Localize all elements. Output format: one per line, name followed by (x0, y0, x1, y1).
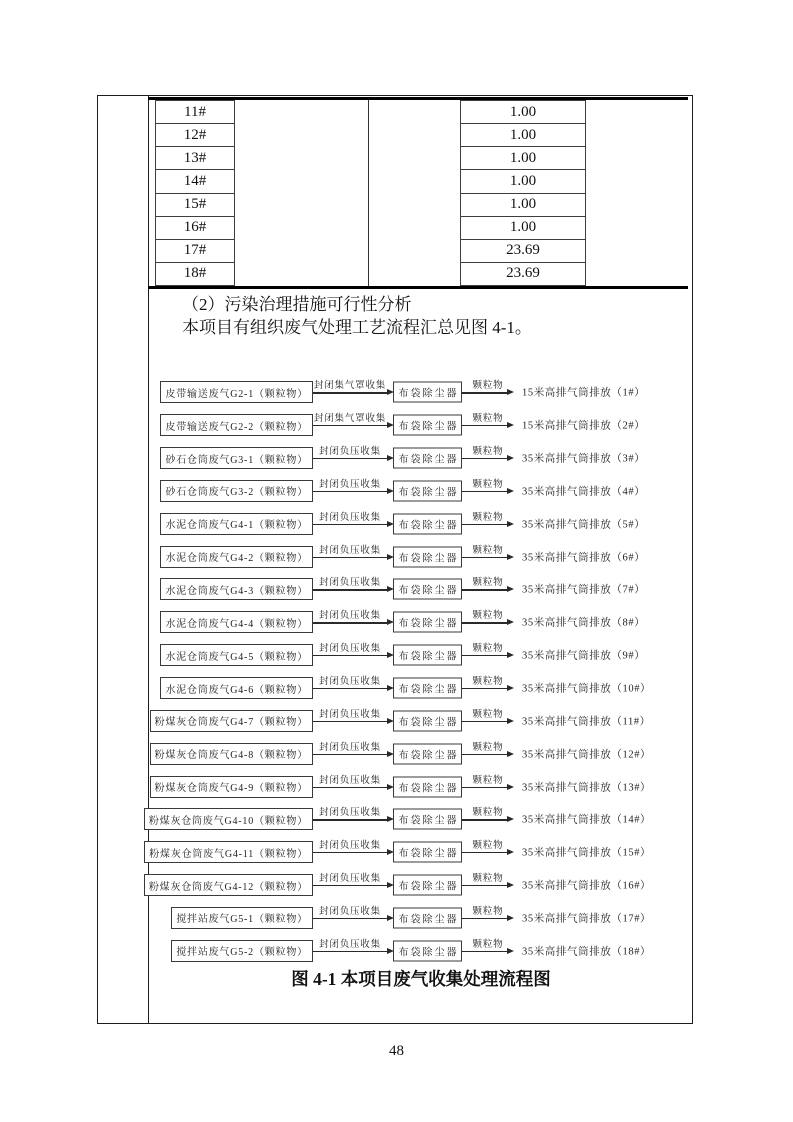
collect-method-label: 封闭负压收集 (319, 808, 381, 819)
flow-row (148, 507, 694, 540)
dust-collector-box: 布袋除尘器 (393, 776, 462, 797)
outlet-text: 35米高排气筒排放（8#） (522, 617, 646, 629)
table-column-divider (368, 100, 369, 286)
paragraph-line-2: 本项目有组织废气处理工艺流程汇总见图 4-1。 (182, 317, 532, 337)
source-box: 水泥仓筒废气G4-2（颗粒物） (160, 546, 313, 568)
dust-collector-box: 布袋除尘器 (393, 546, 462, 567)
flow-arrow-line (313, 951, 387, 952)
flow-row (148, 770, 694, 803)
source-box: 粉煤灰仓筒废气G4-7（颗粒物） (150, 710, 313, 732)
collect-method-label: 封闭负压收集 (319, 775, 381, 786)
flow-arrow-line (462, 918, 507, 919)
outlet-text: 35米高排气筒排放（7#） (522, 584, 646, 596)
flow-arrow-line (462, 524, 507, 525)
collect-method-label: 封闭负压收集 (319, 644, 381, 655)
flow-arrow-line (462, 622, 507, 623)
source-box: 水泥仓筒废气G4-6（颗粒物） (160, 677, 313, 699)
outlet-text: 35米高排气筒排放（12#） (522, 749, 652, 761)
pollutant-label: 颗粒物 (472, 841, 504, 852)
flow-row (148, 573, 694, 606)
flow-row (148, 704, 694, 737)
flow-arrow-head-icon (507, 915, 514, 921)
collect-method-label: 封闭负压收集 (319, 841, 381, 852)
flow-arrow-line (462, 491, 507, 492)
dust-collector-box: 布袋除尘器 (393, 645, 462, 666)
collect-method-label: 封闭负压收集 (319, 709, 381, 720)
pollutant-label: 颗粒物 (472, 775, 504, 786)
outlet-text: 35米高排气筒排放（17#） (522, 913, 652, 925)
flow-arrow-head-icon (507, 586, 514, 592)
source-box: 砂石仓筒废气G3-1（颗粒物） (160, 447, 313, 469)
dust-collector-box: 布袋除尘器 (393, 743, 462, 764)
flow-arrow-head-icon (507, 948, 514, 954)
flow-arrow-head-icon (507, 652, 514, 658)
flow-arrow-head-icon (507, 389, 514, 395)
table-row-label: 14# (155, 169, 235, 193)
table-row-label: 18# (155, 262, 235, 286)
flow-arrow-line (313, 557, 387, 558)
dust-collector-box: 布袋除尘器 (393, 480, 462, 501)
page-content (148, 95, 694, 1024)
outlet-text: 35米高排气筒排放（9#） (522, 650, 646, 662)
collect-method-label: 封闭负压收集 (319, 578, 381, 589)
flow-arrow-line (313, 787, 387, 788)
table-row-label: 17# (155, 239, 235, 263)
flow-row (148, 672, 694, 705)
table-row-value: 1.00 (460, 123, 586, 147)
flow-arrow-line (313, 425, 387, 426)
flow-arrow-line (462, 392, 507, 393)
source-box: 搅拌站废气G5-2（颗粒物） (171, 940, 313, 962)
source-box: 粉煤灰仓筒废气G4-11（颗粒物） (144, 841, 313, 863)
table-row-value: 1.00 (460, 193, 586, 217)
flow-arrow-line (313, 918, 387, 919)
flow-arrow-line (313, 819, 387, 820)
flow-arrow-line (462, 425, 507, 426)
pollutant-label: 颗粒物 (472, 414, 504, 425)
body-paragraph (148, 294, 694, 339)
table-row-value: 1.00 (460, 146, 586, 170)
outlet-text: 35米高排气筒排放（5#） (522, 519, 646, 531)
outlet-text: 35米高排气筒排放（6#） (522, 552, 646, 564)
dust-collector-box: 布袋除尘器 (393, 415, 462, 436)
figure-caption: 图 4-1 本项目废气收集处理流程图 (291, 969, 551, 989)
flow-arrow-line (313, 392, 387, 393)
flow-arrow-head-icon (507, 751, 514, 757)
dust-collector-box: 布袋除尘器 (393, 907, 462, 928)
summary-value-column (460, 100, 586, 286)
table-row-value: 1.00 (460, 100, 586, 124)
source-box: 水泥仓筒废气G4-1（颗粒物） (160, 513, 313, 535)
source-box: 水泥仓筒废气G4-4（颗粒物） (160, 611, 313, 633)
source-box: 水泥仓筒废气G4-5（颗粒物） (160, 644, 313, 666)
outlet-text: 15米高排气筒排放（1#） (522, 387, 646, 399)
outlet-text: 35米高排气筒排放（3#） (522, 453, 646, 465)
table-row-value: 23.69 (460, 262, 586, 286)
pollutant-label: 颗粒物 (472, 512, 504, 523)
dust-collector-box: 布袋除尘器 (393, 678, 462, 699)
flow-arrow-line (462, 458, 507, 459)
source-box: 皮带输送废气G2-1（颗粒物） (160, 381, 313, 403)
flow-diagram (148, 376, 694, 967)
outlet-text: 35米高排气筒排放（11#） (522, 716, 651, 728)
flow-arrow-head-icon (507, 554, 514, 560)
flow-arrow-head-icon (507, 521, 514, 527)
flow-arrow-head-icon (507, 784, 514, 790)
flow-row (148, 475, 694, 508)
flow-row (148, 934, 694, 967)
source-box: 粉煤灰仓筒废气G4-10（颗粒物） (144, 808, 313, 830)
outlet-text: 35米高排气筒排放（16#） (522, 880, 652, 892)
flow-row (148, 803, 694, 836)
pollutant-label: 颗粒物 (472, 578, 504, 589)
flow-arrow-line (313, 721, 387, 722)
summary-label-column (155, 100, 235, 286)
flow-arrow-head-icon (507, 619, 514, 625)
outlet-text: 35米高排气筒排放（4#） (522, 486, 646, 498)
flow-arrow-line (462, 688, 507, 689)
flow-row (148, 540, 694, 573)
source-box: 砂石仓筒废气G3-2（颗粒物） (160, 480, 313, 502)
flow-row (148, 737, 694, 770)
collect-method-label: 封闭集气罩收集 (313, 414, 387, 425)
source-box: 粉煤灰仓筒废气G4-9（颗粒物） (150, 776, 313, 798)
collect-method-label: 封闭负压收集 (319, 939, 381, 950)
collect-method-label: 封闭负压收集 (319, 512, 381, 523)
flow-arrow-head-icon (507, 718, 514, 724)
table-row-label: 16# (155, 216, 235, 240)
flow-arrow-line (313, 754, 387, 755)
pollutant-label: 颗粒物 (472, 906, 504, 917)
table-row-label: 11# (155, 100, 235, 124)
dust-collector-box: 布袋除尘器 (393, 448, 462, 469)
pollutant-label: 颗粒物 (472, 644, 504, 655)
source-box: 搅拌站废气G5-1（颗粒物） (171, 907, 313, 929)
outlet-text: 35米高排气筒排放（14#） (522, 814, 652, 826)
flow-arrow-line (462, 885, 507, 886)
flow-arrow-line (462, 557, 507, 558)
flow-row (148, 639, 694, 672)
source-box: 粉煤灰仓筒废气G4-8（颗粒物） (150, 743, 313, 765)
collect-method-label: 封闭负压收集 (319, 545, 381, 556)
collect-method-label: 封闭负压收集 (319, 447, 381, 458)
dust-collector-box: 布袋除尘器 (393, 513, 462, 534)
flow-arrow-line (313, 491, 387, 492)
flow-arrow-head-icon (507, 882, 514, 888)
dust-collector-box: 布袋除尘器 (393, 940, 462, 961)
dust-collector-box: 布袋除尘器 (393, 875, 462, 896)
flow-row (148, 409, 694, 442)
outlet-text: 15米高排气筒排放（2#） (522, 420, 646, 432)
collect-method-label: 封闭集气罩收集 (313, 381, 387, 392)
pollutant-label: 颗粒物 (472, 479, 504, 490)
pollutant-label: 颗粒物 (472, 709, 504, 720)
flow-row (148, 869, 694, 902)
flow-row (148, 902, 694, 935)
flow-arrow-line (313, 458, 387, 459)
outlet-text: 35米高排气筒排放（13#） (522, 782, 652, 794)
flow-arrow-line (313, 885, 387, 886)
pollutant-label: 颗粒物 (472, 545, 504, 556)
table-row-value: 23.69 (460, 239, 586, 263)
flow-arrow-head-icon (507, 422, 514, 428)
paragraph-line-1: （2）污染治理措施可行性分析 (182, 295, 412, 314)
table-row-value: 1.00 (460, 216, 586, 240)
table-row-label: 12# (155, 123, 235, 147)
pollutant-label: 颗粒物 (472, 381, 504, 392)
flow-arrow-line (313, 852, 387, 853)
flow-arrow-head-icon (507, 455, 514, 461)
pollutant-label: 颗粒物 (472, 808, 504, 819)
table-row-label: 15# (155, 193, 235, 217)
pollutant-label: 颗粒物 (472, 677, 504, 688)
flow-arrow-line (313, 524, 387, 525)
flow-arrow-line (462, 852, 507, 853)
collect-method-label: 封闭负压收集 (319, 742, 381, 753)
collect-method-label: 封闭负压收集 (319, 874, 381, 885)
flow-arrow-line (313, 655, 387, 656)
flow-row (148, 442, 694, 475)
flow-arrow-head-icon (507, 488, 514, 494)
flow-arrow-line (313, 622, 387, 623)
collect-method-label: 封闭负压收集 (319, 906, 381, 917)
flow-arrow-head-icon (507, 849, 514, 855)
flow-arrow-line (313, 688, 387, 689)
flow-row (148, 836, 694, 869)
dust-collector-box: 布袋除尘器 (393, 612, 462, 633)
flow-arrow-head-icon (507, 685, 514, 691)
flow-row (148, 376, 694, 409)
flow-arrow-line (462, 589, 507, 590)
flow-arrow-line (313, 589, 387, 590)
page-number: 48 (389, 1043, 404, 1059)
pollutant-label: 颗粒物 (472, 447, 504, 458)
flow-arrow-line (462, 787, 507, 788)
collect-method-label: 封闭负压收集 (319, 611, 381, 622)
collect-method-label: 封闭负压收集 (319, 479, 381, 490)
dust-collector-box: 布袋除尘器 (393, 842, 462, 863)
flow-arrow-line (462, 655, 507, 656)
pollutant-label: 颗粒物 (472, 939, 504, 950)
flow-arrow-head-icon (507, 816, 514, 822)
flow-arrow-line (462, 951, 507, 952)
source-box: 水泥仓筒废气G4-3（颗粒物） (160, 578, 313, 600)
pollutant-label: 颗粒物 (472, 874, 504, 885)
outlet-text: 35米高排气筒排放（18#） (522, 946, 652, 958)
outlet-text: 35米高排气筒排放（10#） (522, 683, 652, 695)
flow-row (148, 606, 694, 639)
dust-collector-box: 布袋除尘器 (393, 382, 462, 403)
outlet-text: 35米高排气筒排放（15#） (522, 847, 652, 859)
flow-arrow-line (462, 721, 507, 722)
dust-collector-box: 布袋除尘器 (393, 579, 462, 600)
flow-arrow-line (462, 819, 507, 820)
pollutant-label: 颗粒物 (472, 742, 504, 753)
dust-collector-box: 布袋除尘器 (393, 710, 462, 731)
table-row-value: 1.00 (460, 169, 586, 193)
summary-table (148, 97, 688, 289)
source-box: 皮带输送废气G2-2（颗粒物） (160, 414, 313, 436)
pollutant-label: 颗粒物 (472, 611, 504, 622)
collect-method-label: 封闭负压收集 (319, 677, 381, 688)
source-box: 粉煤灰仓筒废气G4-12（颗粒物） (144, 874, 313, 896)
flow-arrow-line (462, 754, 507, 755)
dust-collector-box: 布袋除尘器 (393, 809, 462, 830)
table-row-label: 13# (155, 146, 235, 170)
